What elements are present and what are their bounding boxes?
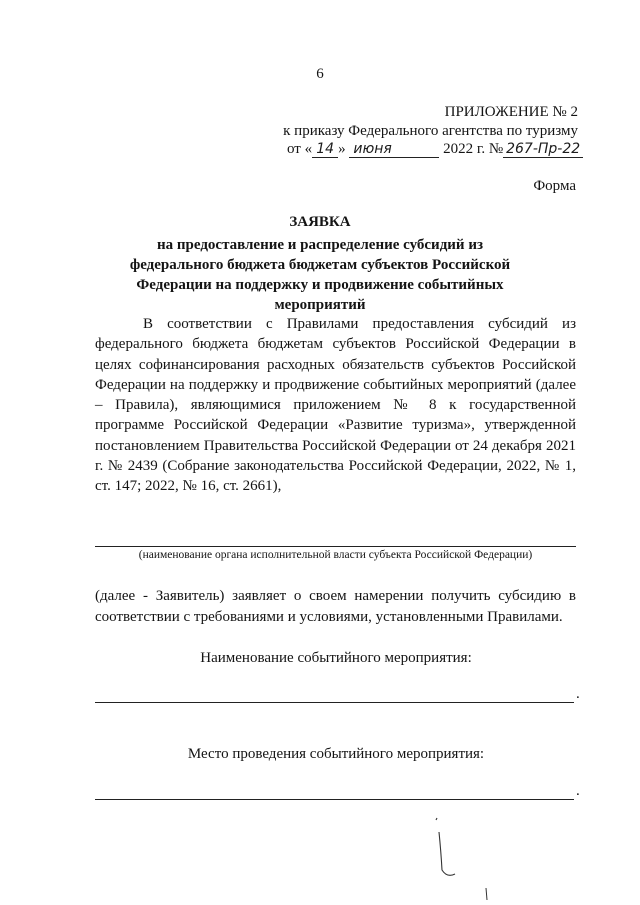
document-subtitle: на предоставление и распределение субсидий из федерального бюджета бюджетам субъектов Российской Федерации на поддержку и продвижение событийных мероприятий	[129, 237, 511, 313]
order-date-line	[287, 141, 583, 158]
page-number: 6	[316, 66, 324, 82]
signature-mark	[425, 812, 495, 902]
event-place-label: Место проведения событийного мероприятия:	[187, 746, 485, 762]
appendix-heading: ПРИЛОЖЕНИЕ № 2	[444, 104, 578, 120]
event-name-label: Наименование событийного мероприятия:	[200, 650, 472, 666]
authority-caption: (наименование органа исполнительной власти субъекта Российской Федерации)	[138, 549, 533, 561]
handwritten-order-number: 267-Пр-22	[503, 141, 583, 158]
date-prefix: от «	[287, 141, 313, 157]
document-title: ЗАЯВКА	[289, 214, 351, 230]
event-name-line	[95, 702, 574, 703]
event-place-line	[95, 799, 574, 800]
event-name-line-end: .	[576, 686, 580, 702]
authority-name-line	[95, 546, 576, 547]
date-mid: »	[338, 141, 346, 157]
handwritten-month: июня	[349, 141, 439, 158]
order-reference: к приказу Федерального агентства по туризму	[283, 123, 578, 139]
form-label: Форма	[533, 178, 576, 194]
event-place-line-end: .	[576, 783, 580, 799]
handwritten-day: 14	[312, 141, 338, 158]
body-paragraph: В соответствии с Правилами предоставления субсидий из федерального бюджета бюджетам субъектов Российской Федерации в целях софинансирования расходных обязательств субъектов Российской Федерации на поддержку и продвижение событийных мероприятий (далее – Правила), являющимися приложением № 8 к государственной программе Российской Федерации «Развитие туризма», утвержденной постановлением Правительства Российской Федерации от 24 декабря 2021 г. № 2439 (Собрание законодательства Российской Федерации, 2022, № 1, ст. 147; 2022, № 16, ст. 2661),	[95, 316, 576, 495]
date-year: 2022 г. №	[443, 141, 504, 157]
applicant-paragraph: (далее - Заявитель) заявляет о своем намерении получить субсидию в соответствии с требованиями и условиями, установленными Правилами.	[95, 588, 576, 625]
